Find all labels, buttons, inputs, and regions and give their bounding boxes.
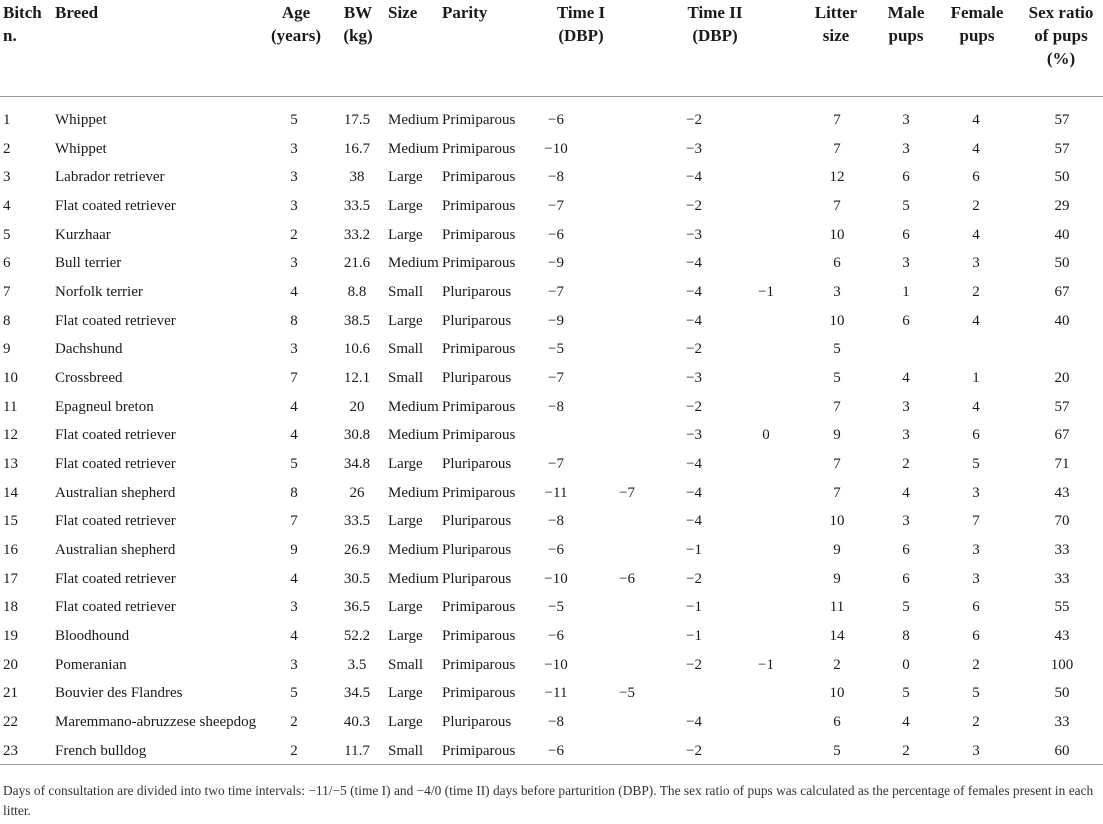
- cell-female: 3: [972, 743, 980, 759]
- cell-female: 2: [972, 284, 980, 300]
- cell-age: 2: [290, 743, 298, 759]
- cell-parity: Primiparous: [442, 599, 516, 615]
- cell-t2a: −2: [686, 112, 702, 128]
- cell-age: 2: [290, 714, 298, 730]
- cell-size: Medium: [388, 485, 439, 501]
- cell-bw: 52.2: [343, 628, 371, 644]
- cell-litter: 5: [833, 743, 841, 759]
- cell-male: 8: [902, 628, 910, 644]
- cell-size: Small: [388, 284, 424, 300]
- cell-male: 3: [902, 141, 910, 157]
- cell-female: 3: [972, 255, 980, 271]
- cell-female: 6: [972, 427, 980, 443]
- cell-female: 4: [972, 112, 980, 128]
- cell-parity: Primiparous: [442, 743, 516, 759]
- cell-bw: 8.8: [347, 284, 367, 300]
- cell-female: 4: [972, 227, 980, 243]
- cell-size: Small: [388, 341, 424, 357]
- cell-size: Large: [388, 513, 423, 529]
- cell-size: Medium: [388, 141, 439, 157]
- header-bitch-no: [3, 1, 42, 47]
- cell-breed: Flat coated retriever: [55, 571, 176, 587]
- cell-t1a: −6: [548, 628, 564, 644]
- header-bitch-no-line2: n.: [3, 26, 17, 45]
- cell-n: 19: [3, 628, 18, 644]
- cell-bw: 10.6: [343, 341, 371, 357]
- cell-male: 6: [902, 313, 910, 329]
- cell-n: 6: [3, 255, 11, 271]
- cell-t2a: −3: [686, 427, 702, 443]
- cell-male: 4: [902, 370, 910, 386]
- cell-female: 4: [972, 313, 980, 329]
- cell-ratio: 33: [1054, 714, 1070, 730]
- cell-bw: 30.8: [343, 427, 371, 443]
- cell-breed: Flat coated retriever: [55, 456, 176, 472]
- cell-bw: 16.7: [343, 141, 371, 157]
- cell-t2a: −2: [686, 657, 702, 673]
- cell-ratio: 33: [1054, 571, 1070, 587]
- cell-parity: Primiparous: [442, 227, 516, 243]
- cell-breed: Dachshund: [55, 341, 123, 357]
- cell-litter: 6: [833, 714, 841, 730]
- cell-bw: 20: [349, 399, 365, 415]
- cell-t2a: −4: [686, 513, 702, 529]
- cell-litter: 5: [833, 341, 841, 357]
- cell-ratio: 57: [1054, 399, 1070, 415]
- cell-female: 3: [972, 571, 980, 587]
- header-litter-size: Litter size: [814, 3, 858, 45]
- cell-male: 6: [902, 227, 910, 243]
- cell-female: 3: [972, 485, 980, 501]
- cell-parity: Primiparous: [442, 427, 516, 443]
- cell-litter: 10: [829, 313, 845, 329]
- cell-t1a: −11: [544, 685, 568, 701]
- cell-n: 13: [3, 456, 18, 472]
- cell-parity: Primiparous: [442, 255, 516, 271]
- cell-n: 8: [3, 313, 11, 329]
- header-age: Age (years): [270, 3, 322, 45]
- cell-male: 6: [902, 169, 910, 185]
- cell-breed: Whippet: [55, 141, 107, 157]
- cell-t1a: −11: [544, 485, 568, 501]
- cell-bw: 21.6: [343, 255, 371, 271]
- cell-n: 7: [3, 284, 11, 300]
- cell-litter: 14: [829, 628, 845, 644]
- cell-parity: Pluriparous: [442, 370, 512, 386]
- header-divider: [0, 96, 1103, 97]
- cell-t1a: −7: [548, 370, 564, 386]
- cell-size: Medium: [388, 571, 439, 587]
- cell-n: 10: [3, 370, 18, 386]
- cell-ratio: 70: [1054, 513, 1070, 529]
- header-time-i: Time I (DBP): [556, 3, 606, 45]
- cell-litter: 9: [833, 427, 841, 443]
- cell-parity: Primiparous: [442, 485, 516, 501]
- cell-female: 2: [972, 198, 980, 214]
- cell-t2a: −3: [686, 370, 702, 386]
- cell-bw: 17.5: [343, 112, 371, 128]
- cell-bw: 11.7: [344, 743, 370, 759]
- cell-breed: Epagneul breton: [55, 399, 154, 415]
- cell-ratio: 57: [1054, 141, 1070, 157]
- cell-t1a: −8: [548, 169, 564, 185]
- cell-ratio: 29: [1054, 198, 1070, 214]
- cell-size: Large: [388, 198, 423, 214]
- cell-t1a: −6: [548, 112, 564, 128]
- cell-age: 3: [290, 198, 298, 214]
- cell-litter: 7: [833, 112, 841, 128]
- cell-t2a: −2: [686, 743, 702, 759]
- cell-t1a: −6: [548, 743, 564, 759]
- cell-t2a: −4: [686, 255, 702, 271]
- cell-parity: Primiparous: [442, 628, 516, 644]
- cell-parity: Primiparous: [442, 198, 516, 214]
- cell-ratio: 60: [1054, 743, 1070, 759]
- cell-parity: Pluriparous: [442, 456, 512, 472]
- cell-parity: Pluriparous: [442, 513, 512, 529]
- cell-size: Medium: [388, 427, 439, 443]
- cell-t2a: −2: [686, 399, 702, 415]
- cell-female: 4: [972, 399, 980, 415]
- cell-ratio: 43: [1054, 628, 1070, 644]
- cell-t2b: −1: [758, 284, 774, 300]
- cell-n: 22: [3, 714, 18, 730]
- cell-breed: Labrador retriever: [55, 169, 165, 185]
- cell-female: 4: [972, 141, 980, 157]
- cell-bw: 34.8: [343, 456, 371, 472]
- cell-breed: Bloodhound: [55, 628, 130, 644]
- cell-female: 7: [972, 513, 980, 529]
- cell-age: 4: [290, 628, 298, 644]
- cell-n: 23: [3, 743, 18, 759]
- cell-breed: Pomeranian: [55, 657, 127, 673]
- cell-t2a: −4: [686, 313, 702, 329]
- cell-size: Medium: [388, 255, 439, 271]
- cell-n: 5: [3, 227, 11, 243]
- cell-parity: Pluriparous: [442, 284, 512, 300]
- cell-age: 2: [290, 227, 298, 243]
- cell-female: 6: [972, 628, 980, 644]
- cell-male: 5: [902, 599, 910, 615]
- cell-t1b: −5: [619, 685, 635, 701]
- cell-t2a: −4: [686, 169, 702, 185]
- cell-bw: 36.5: [343, 599, 371, 615]
- cell-litter: 12: [829, 169, 845, 185]
- cell-age: 7: [290, 370, 298, 386]
- cell-age: 5: [290, 685, 298, 701]
- cell-t1a: −8: [548, 399, 564, 415]
- cell-size: Medium: [388, 399, 439, 415]
- cell-ratio: 50: [1054, 169, 1070, 185]
- cell-bw: 33.5: [343, 513, 371, 529]
- cell-size: Large: [388, 313, 423, 329]
- cell-litter: 6: [833, 255, 841, 271]
- cell-litter: 10: [829, 227, 845, 243]
- cell-ratio: 20: [1054, 370, 1070, 386]
- cell-parity: Pluriparous: [442, 571, 512, 587]
- cell-male: 4: [902, 714, 910, 730]
- cell-ratio: 40: [1054, 313, 1070, 329]
- cell-n: 20: [3, 657, 18, 673]
- cell-breed: Crossbreed: [55, 370, 123, 386]
- cell-age: 4: [290, 284, 298, 300]
- cell-male: 4: [902, 485, 910, 501]
- cell-parity: Pluriparous: [442, 313, 512, 329]
- cell-breed: Australian shepherd: [55, 542, 176, 558]
- cell-female: 2: [972, 714, 980, 730]
- header-parity: Parity: [442, 3, 488, 22]
- cell-male: 2: [902, 456, 910, 472]
- cell-ratio: 50: [1054, 685, 1070, 701]
- cell-male: 3: [902, 427, 910, 443]
- cell-parity: Pluriparous: [442, 542, 512, 558]
- cell-size: Small: [388, 657, 424, 673]
- cell-ratio: 57: [1054, 112, 1070, 128]
- cell-n: 14: [3, 485, 18, 501]
- cell-breed: Flat coated retriever: [55, 427, 176, 443]
- cell-bw: 26: [349, 485, 365, 501]
- cell-age: 8: [290, 313, 298, 329]
- cell-male: 3: [902, 112, 910, 128]
- cell-age: 3: [290, 341, 298, 357]
- cell-ratio: 67: [1054, 427, 1070, 443]
- cell-n: 2: [3, 141, 11, 157]
- cell-ratio: 33: [1054, 542, 1070, 558]
- cell-female: 6: [972, 169, 980, 185]
- cell-female: 1: [972, 370, 980, 386]
- cell-female: 5: [972, 685, 980, 701]
- cell-male: 5: [902, 198, 910, 214]
- cell-n: 9: [3, 341, 11, 357]
- cell-male: 2: [902, 743, 910, 759]
- cell-t1a: −6: [548, 227, 564, 243]
- cell-t2a: −2: [686, 198, 702, 214]
- cell-size: Large: [388, 456, 423, 472]
- cell-n: 15: [3, 513, 18, 529]
- cell-n: 21: [3, 685, 18, 701]
- cell-t1a: −8: [548, 714, 564, 730]
- cell-n: 12: [3, 427, 18, 443]
- cell-male: 6: [902, 571, 910, 587]
- cell-age: 3: [290, 141, 298, 157]
- cell-bw: 12.1: [343, 370, 371, 386]
- cell-male: 1: [902, 284, 910, 300]
- cell-t2a: −2: [686, 571, 702, 587]
- cell-t2b: −1: [758, 657, 774, 673]
- cell-ratio: 67: [1054, 284, 1070, 300]
- cell-male: 3: [902, 399, 910, 415]
- cell-parity: Primiparous: [442, 685, 516, 701]
- cell-t2b: 0: [762, 427, 770, 443]
- cell-age: 5: [290, 112, 298, 128]
- cell-breed: Norfolk terrier: [55, 284, 143, 300]
- cell-t1a: −5: [548, 599, 564, 615]
- cell-litter: 10: [829, 513, 845, 529]
- cell-ratio: 71: [1054, 456, 1070, 472]
- cell-age: 3: [290, 657, 298, 673]
- cell-breed: Bouvier des Flandres: [55, 685, 183, 701]
- cell-age: 4: [290, 571, 298, 587]
- cell-litter: 5: [833, 370, 841, 386]
- header-female-pups: Female pups: [950, 3, 1004, 45]
- cell-ratio: 100: [1050, 657, 1074, 673]
- cell-age: 8: [290, 485, 298, 501]
- cell-size: Small: [388, 743, 424, 759]
- cell-breed: Kurzhaar: [55, 227, 111, 243]
- cell-litter: 10: [829, 685, 845, 701]
- cell-bw: 30.5: [343, 571, 371, 587]
- cell-age: 4: [290, 399, 298, 415]
- cell-male: 3: [902, 255, 910, 271]
- cell-size: Large: [388, 685, 423, 701]
- cell-t1b: −7: [619, 485, 635, 501]
- cell-bw: 40.3: [343, 714, 371, 730]
- cell-parity: Primiparous: [442, 657, 516, 673]
- cell-age: 5: [290, 456, 298, 472]
- cell-breed: Flat coated retriever: [55, 599, 176, 615]
- cell-litter: 7: [833, 198, 841, 214]
- cell-t1a: −9: [548, 313, 564, 329]
- cell-t2a: −1: [686, 599, 702, 615]
- cell-breed: Bull terrier: [55, 255, 122, 271]
- cell-litter: 7: [833, 399, 841, 415]
- cell-litter: 7: [833, 485, 841, 501]
- cell-t2a: −2: [686, 341, 702, 357]
- cell-litter: 9: [833, 571, 841, 587]
- cell-t1b: −6: [619, 571, 635, 587]
- cell-n: 17: [3, 571, 18, 587]
- cell-t1a: −10: [544, 141, 568, 157]
- cell-t2a: −4: [686, 284, 702, 300]
- cell-litter: 7: [833, 456, 841, 472]
- cell-bw: 34.5: [343, 685, 371, 701]
- cell-parity: Primiparous: [442, 112, 516, 128]
- cell-t1a: −10: [544, 657, 568, 673]
- cell-n: 4: [3, 198, 11, 214]
- cell-female: 2: [972, 657, 980, 673]
- cell-breed: French bulldog: [55, 743, 147, 759]
- cell-age: 4: [290, 427, 298, 443]
- cell-t1a: −7: [548, 284, 564, 300]
- cell-age: 3: [290, 255, 298, 271]
- cell-parity: Primiparous: [442, 341, 516, 357]
- cell-ratio: 55: [1054, 599, 1070, 615]
- cell-breed: Flat coated retriever: [55, 313, 176, 329]
- cell-female: 3: [972, 542, 980, 558]
- cell-n: 16: [3, 542, 18, 558]
- cell-age: 7: [290, 513, 298, 529]
- cell-n: 11: [3, 399, 18, 415]
- cell-t1a: −7: [548, 198, 564, 214]
- cell-size: Large: [388, 169, 423, 185]
- cell-male: 6: [902, 542, 910, 558]
- cell-n: 3: [3, 169, 11, 185]
- table-footnote: Days of consultation are divided into two time intervals: −11/−5 (time I) and −4/0 (time II) days before parturition (DBP). The sex ratio of pups was calculated as the percentage of females present in each litter.: [3, 783, 1094, 818]
- header-size: Size: [388, 3, 418, 22]
- cell-size: Small: [388, 370, 424, 386]
- cell-age: 3: [290, 169, 298, 185]
- cell-age: 9: [290, 542, 298, 558]
- header-sex-ratio: Sex ratio of pups (%): [1028, 3, 1094, 68]
- cell-female: 6: [972, 599, 980, 615]
- header-bw: BW (kg): [343, 3, 373, 45]
- cell-breed: Flat coated retriever: [55, 513, 176, 529]
- cell-t1a: −5: [548, 341, 564, 357]
- cell-breed: Australian shepherd: [55, 485, 176, 501]
- header-breed: Breed: [55, 3, 99, 22]
- cell-ratio: 43: [1054, 485, 1070, 501]
- cell-t2a: −4: [686, 456, 702, 472]
- cell-breed: Whippet: [55, 112, 107, 128]
- cell-litter: 11: [829, 599, 845, 615]
- cell-male: 0: [902, 657, 910, 673]
- cell-size: Large: [388, 628, 423, 644]
- cell-ratio: 50: [1054, 255, 1070, 271]
- cell-litter: 3: [833, 284, 841, 300]
- cell-size: Medium: [388, 542, 439, 558]
- header-time-ii: Time II (DBP): [687, 3, 743, 45]
- cell-female: 5: [972, 456, 980, 472]
- cell-ratio: 40: [1054, 227, 1070, 243]
- cell-bw: 33.2: [343, 227, 371, 243]
- cell-litter: 2: [833, 657, 841, 673]
- cell-t2a: −1: [686, 542, 702, 558]
- cell-t2a: −3: [686, 141, 702, 157]
- cell-t2a: −1: [686, 628, 702, 644]
- cell-litter: 7: [833, 141, 841, 157]
- cell-parity: Pluriparous: [442, 714, 512, 730]
- header-male-pups: Male pups: [887, 3, 925, 45]
- cell-size: Medium: [388, 112, 439, 128]
- cell-parity: Primiparous: [442, 169, 516, 185]
- cell-bw: 38.5: [343, 313, 371, 329]
- header-bitch-no-line1: Bitch: [3, 3, 42, 22]
- cell-t2a: −4: [686, 714, 702, 730]
- cell-n: 18: [3, 599, 18, 615]
- cell-bw: 26.9: [343, 542, 371, 558]
- cell-bw: 3.5: [347, 657, 367, 673]
- cell-litter: 9: [833, 542, 841, 558]
- cell-n: 1: [3, 112, 11, 128]
- cell-t1a: −8: [548, 513, 564, 529]
- cell-t1a: −6: [548, 542, 564, 558]
- cell-size: Large: [388, 714, 423, 730]
- cell-t2a: −3: [686, 227, 702, 243]
- cell-bw: 38: [349, 169, 365, 185]
- cell-age: 3: [290, 599, 298, 615]
- table-bottom-divider: [0, 764, 1103, 765]
- cell-male: 3: [902, 513, 910, 529]
- cell-male: 5: [902, 685, 910, 701]
- cell-size: Large: [388, 227, 423, 243]
- cell-breed: Maremmano-abruzzese sheepdog: [55, 714, 257, 730]
- cell-t1a: −9: [548, 255, 564, 271]
- cell-breed: Flat coated retriever: [55, 198, 176, 214]
- cell-t1a: −10: [544, 571, 568, 587]
- cell-bw: 33.5: [343, 198, 371, 214]
- cell-t2a: −4: [686, 485, 702, 501]
- cell-parity: Primiparous: [442, 399, 516, 415]
- cell-parity: Primiparous: [442, 141, 516, 157]
- cell-size: Large: [388, 599, 423, 615]
- cell-t1a: −7: [548, 456, 564, 472]
